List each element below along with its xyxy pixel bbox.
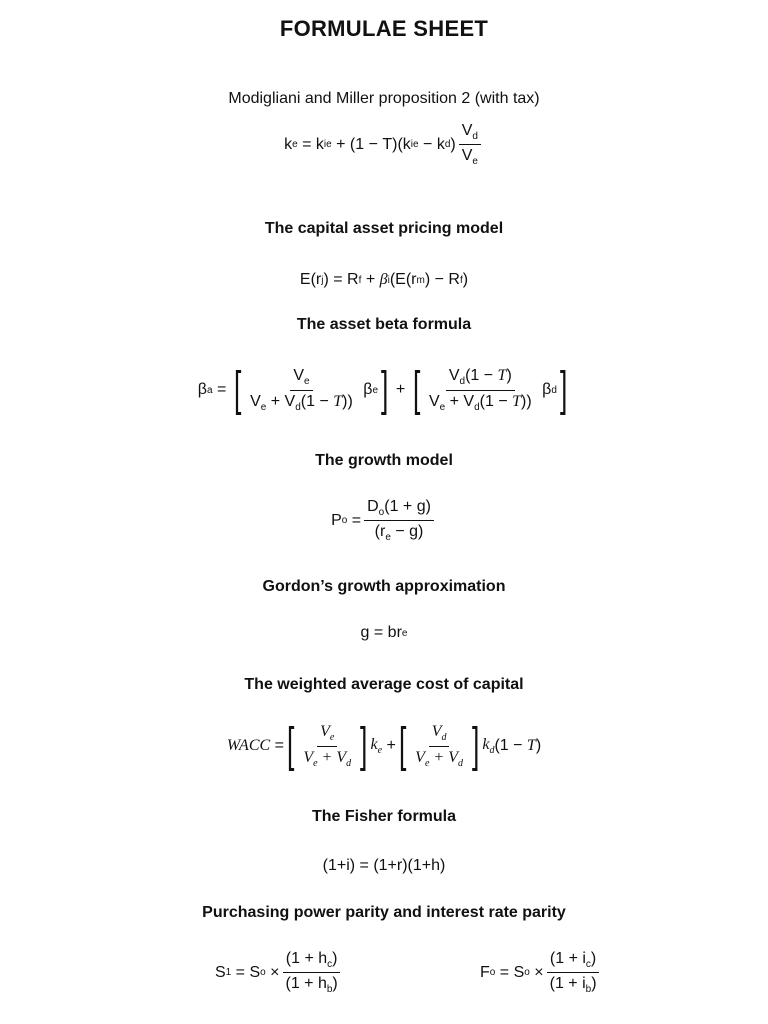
fisher-heading: The Fisher formula <box>311 808 457 825</box>
growth-formula: P o = $\frac{D_o(1 + g)}{(r_e - g)}$ <box>0 498 768 543</box>
mm-formula: k e = k i e + (1 − T)(k i e − k d ) $\frac{V_d}{V_e}$ <box>0 122 768 167</box>
wacc-formula: WACC = [ $\frac{V_e}{V_e + V_d}$ ] $k_e$ + [ $\frac{V_d}{V_e + V_d}$ ] $k_d$ (1 − T ) <box>226 719 542 772</box>
gordon-heading: Gordon’s growth approximation <box>262 578 506 595</box>
ppp-heading: Purchasing power parity and interest rate parity <box>202 904 566 921</box>
capm-heading: The capital asset pricing model <box>264 220 504 237</box>
growth-heading: The growth model <box>315 452 453 469</box>
irp-formula: F o = S o × $\frac{(1 + i_c)}{(1 + i_b)}$ <box>480 950 603 995</box>
page-title: FORMULAE SHEET <box>279 16 489 41</box>
gordon-formula: g = br e <box>360 624 408 641</box>
mm-heading: Modigliani and Miller proposition 2 (with tax) <box>228 90 540 107</box>
capm-formula: E(r j ) = R f + β i (E(r m ) − R f ) <box>299 271 469 288</box>
ppp-formula: S 1 = S o × $\frac{(1 + h_c)}{(1 + h_b)}$ <box>215 950 344 995</box>
wacc-heading: The weighted average cost of capital <box>244 676 524 693</box>
asset-beta-formula: β a = [ $\frac{V_e}{V_e + V_d(1 - T))}$ β e ] + [ $\frac{V_d(1 - T)}{V_e + V_d(1 - T))}$ β d ] <box>197 363 568 416</box>
fisher-formula: (1+i) = (1+r)(1+h) <box>322 857 446 874</box>
asset-beta-heading: The asset beta formula <box>296 316 472 333</box>
